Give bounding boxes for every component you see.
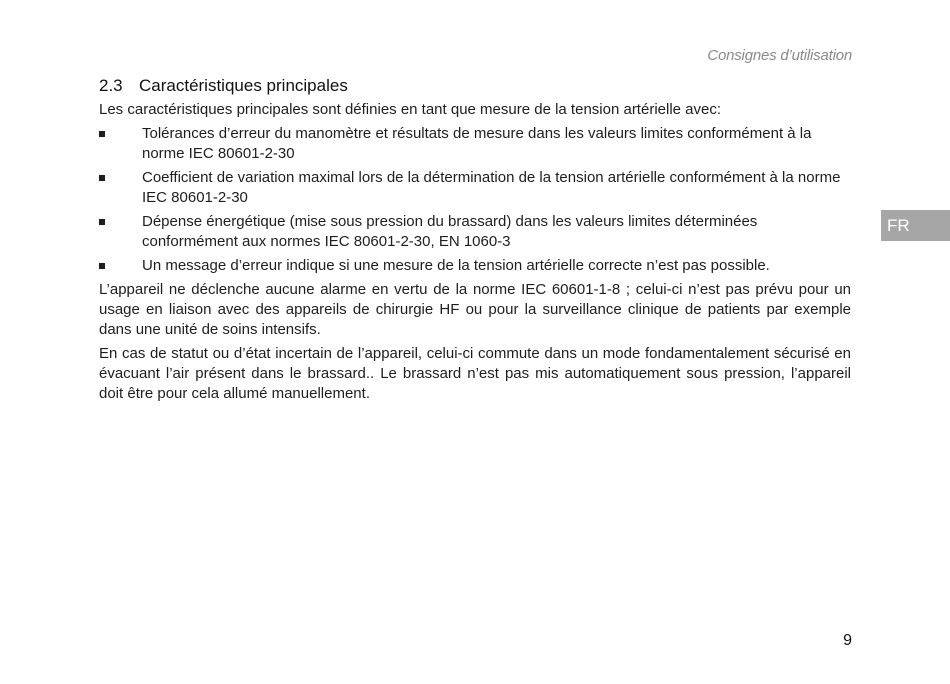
section-number: 2.3 (99, 76, 123, 95)
list-item (99, 256, 851, 276)
alarm-paragraph: L’appareil ne déclenche aucune alarme en vertu de la norme IEC 60601-1-8 ; celui-ci n’est pas prévu pour un usage en liaison avec des appareils de chirurgie HF ou pour la surveillance clinique de patients par exemple dans une unité de soins intensifs. (99, 281, 851, 338)
list-item (99, 124, 851, 164)
list-item-text: Un message d’erreur indique si une mesure de la tension artérielle correcte n’est pas possible. (142, 257, 770, 274)
list-item-text: Coefficient de variation maximal lors de la détermination de la tension artérielle conformément à la norme IEC 80601-2-30 (142, 169, 841, 206)
list-item (99, 212, 851, 252)
square-bullet-icon (99, 131, 105, 137)
section-heading (99, 76, 851, 96)
square-bullet-icon (99, 219, 105, 225)
page-content (99, 76, 851, 408)
square-bullet-icon (99, 175, 105, 181)
page-number: 9 (843, 632, 852, 649)
feature-list (99, 124, 851, 276)
list-item-text: Dépense énergétique (mise sous pression du brassard) dans les valeurs limites déterminées conformément aux normes IEC 80601-2-30, EN 1060-3 (142, 213, 758, 250)
status-paragraph: En cas de statut ou d’état incertain de l’appareil, celui-ci commute dans un mode fondamentalement sécurisé en évacuant l’air présent dans le brassard.. Le brassard n’est pas mis automatiquement sous pression, l’appareil doit être pour cela allumé manuellement. (99, 345, 851, 402)
list-item-text: Tolérances d’erreur du manomètre et résultats de mesure dans les valeurs limites conformément à la norme IEC 80601-2-30 (142, 125, 812, 162)
list-item (99, 168, 851, 208)
square-bullet-icon (99, 263, 105, 269)
intro-paragraph: Les caractéristiques principales sont définies en tant que mesure de la tension artérielle avec: (99, 101, 722, 118)
running-header: Consignes d’utilisation (707, 47, 852, 64)
section-title: Caractéristiques principales (139, 76, 348, 95)
language-tab: FR (881, 210, 950, 241)
